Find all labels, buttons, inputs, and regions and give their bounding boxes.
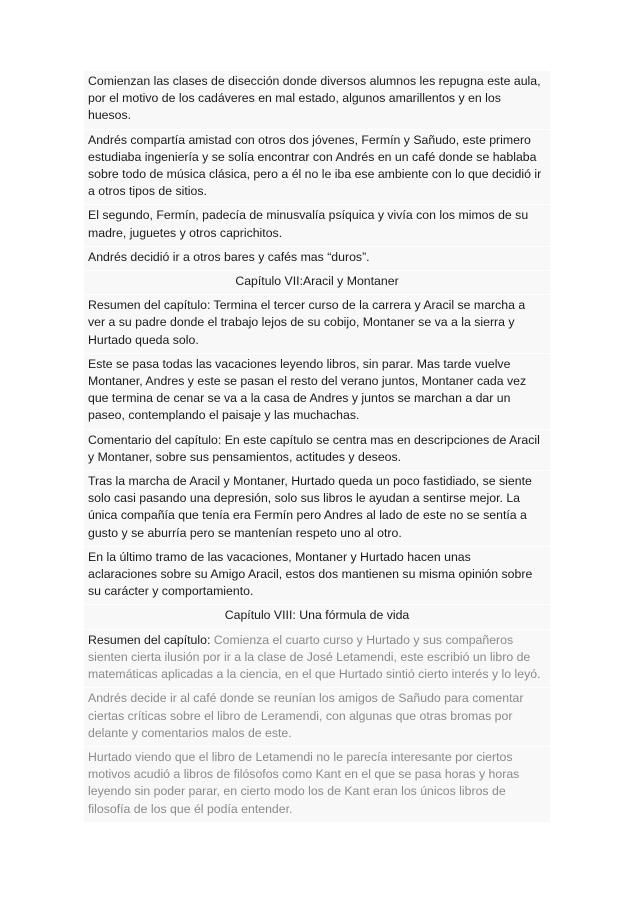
paragraph-amistad: Andrés compartía amistad con otros dos jóvenes, Fermín y Sañudo, este primero estudiaba ingeniería y se solía encontrar con Andrés en un café donde se hablaba sobre todo de música clásica, pero a él no le iba ese ambiente con lo que decidió ir a otros tipos de sitios. [84,130,550,206]
paragraph-fermin: El segundo, Fermín, padecía de minusvalía psíquica y vivía con los mimos de su madre, juguetes y otros caprichitos. [84,205,550,246]
paragraph-resumen-vii: Resumen del capítulo: Termina el tercer curso de la carrera y Aracil se marcha a ver a su padre donde el trabajo lejos de su cobijo, Montaner se va a la sierra y Hurtado queda solo. [84,295,550,354]
paragraph-bares: Andrés decidió ir a otros bares y cafés mas “duros”. [84,247,550,271]
paragraph-kant: Hurtado viendo que el libro de Letamendi no le parecía interesante por ciertos motivos acudió a libros de filósofos como Kant en el que se pasa horas y horas leyendo sin poder parar, en cierto modo los de Kant eran los únicos libros de filosofía de los que él podía entender. [84,747,550,823]
paragraph-resumen-viii-rest: Comienza el cuarto curso y Hurtado y sus compañeros sienten cierta ilusión por ir a la clase de José Letamendi, este escribió un libro de matemáticas aplicadas a la ciencia, en el que Hurtado sintió cierto interés y lo leyó. [88,632,541,682]
chapter-heading-viii: Capítulo VIII: Una fórmula de vida [84,605,550,629]
paragraph-vacaciones: Este se pasa todas las vacaciones leyendo libros, sin parar. Mas tarde vuelve Montaner, Andres y este se pasan el resto del verano juntos, Montaner cada vez que termina de cenar se va a la casa de Andres y juntos se marchan a dar un paseo, contemplando el paisaje y las muchachas. [84,354,550,430]
paragraph-ultimo-tramo: En la último tramo de las vacaciones, Montaner y Hurtado hacen unas aclaraciones sobre su Amigo Aracil, estos dos mantienen su misma opinión sobre su carácter y comportamiento. [84,547,550,606]
paragraph-resumen-viii-lead: Resumen del capítulo: [88,632,214,647]
chapter-heading-vii: Capítulo VII:Aracil y Montaner [84,271,550,295]
paragraph-diseccion: Comienzan las clases de disección donde diversos alumnos les repugna este aula, por el motivo de los cadáveres en mal estado, algunos amarillentos y en los huesos. [84,71,550,130]
paragraph-cafe-sanudo: Andrés decide ir al café donde se reunían los amigos de Sañudo para comentar ciertas críticas sobre el libro de Leramendi, con algunas que otras bromas por delante y comentarios malos de este. [84,688,550,747]
paragraph-resumen-viii [84,630,550,689]
paragraph-comentario-vii: Comentario del capítulo: En este capítulo se centra mas en descripciones de Aracil y Montaner, sobre sus pensamientos, actitudes y deseos. [84,430,550,471]
paragraph-marcha: Tras la marcha de Aracil y Montaner, Hurtado queda un poco fastidiado, se siente solo casi pasando una depresión, solo sus libros le ayudan a sentirse mejor. La única compañía que tenía era Fermín pero Andres al lado de este no se sentía a gusto y se aburría pero se mantenían respeto uno al otro. [84,471,550,547]
document-body [84,71,550,823]
